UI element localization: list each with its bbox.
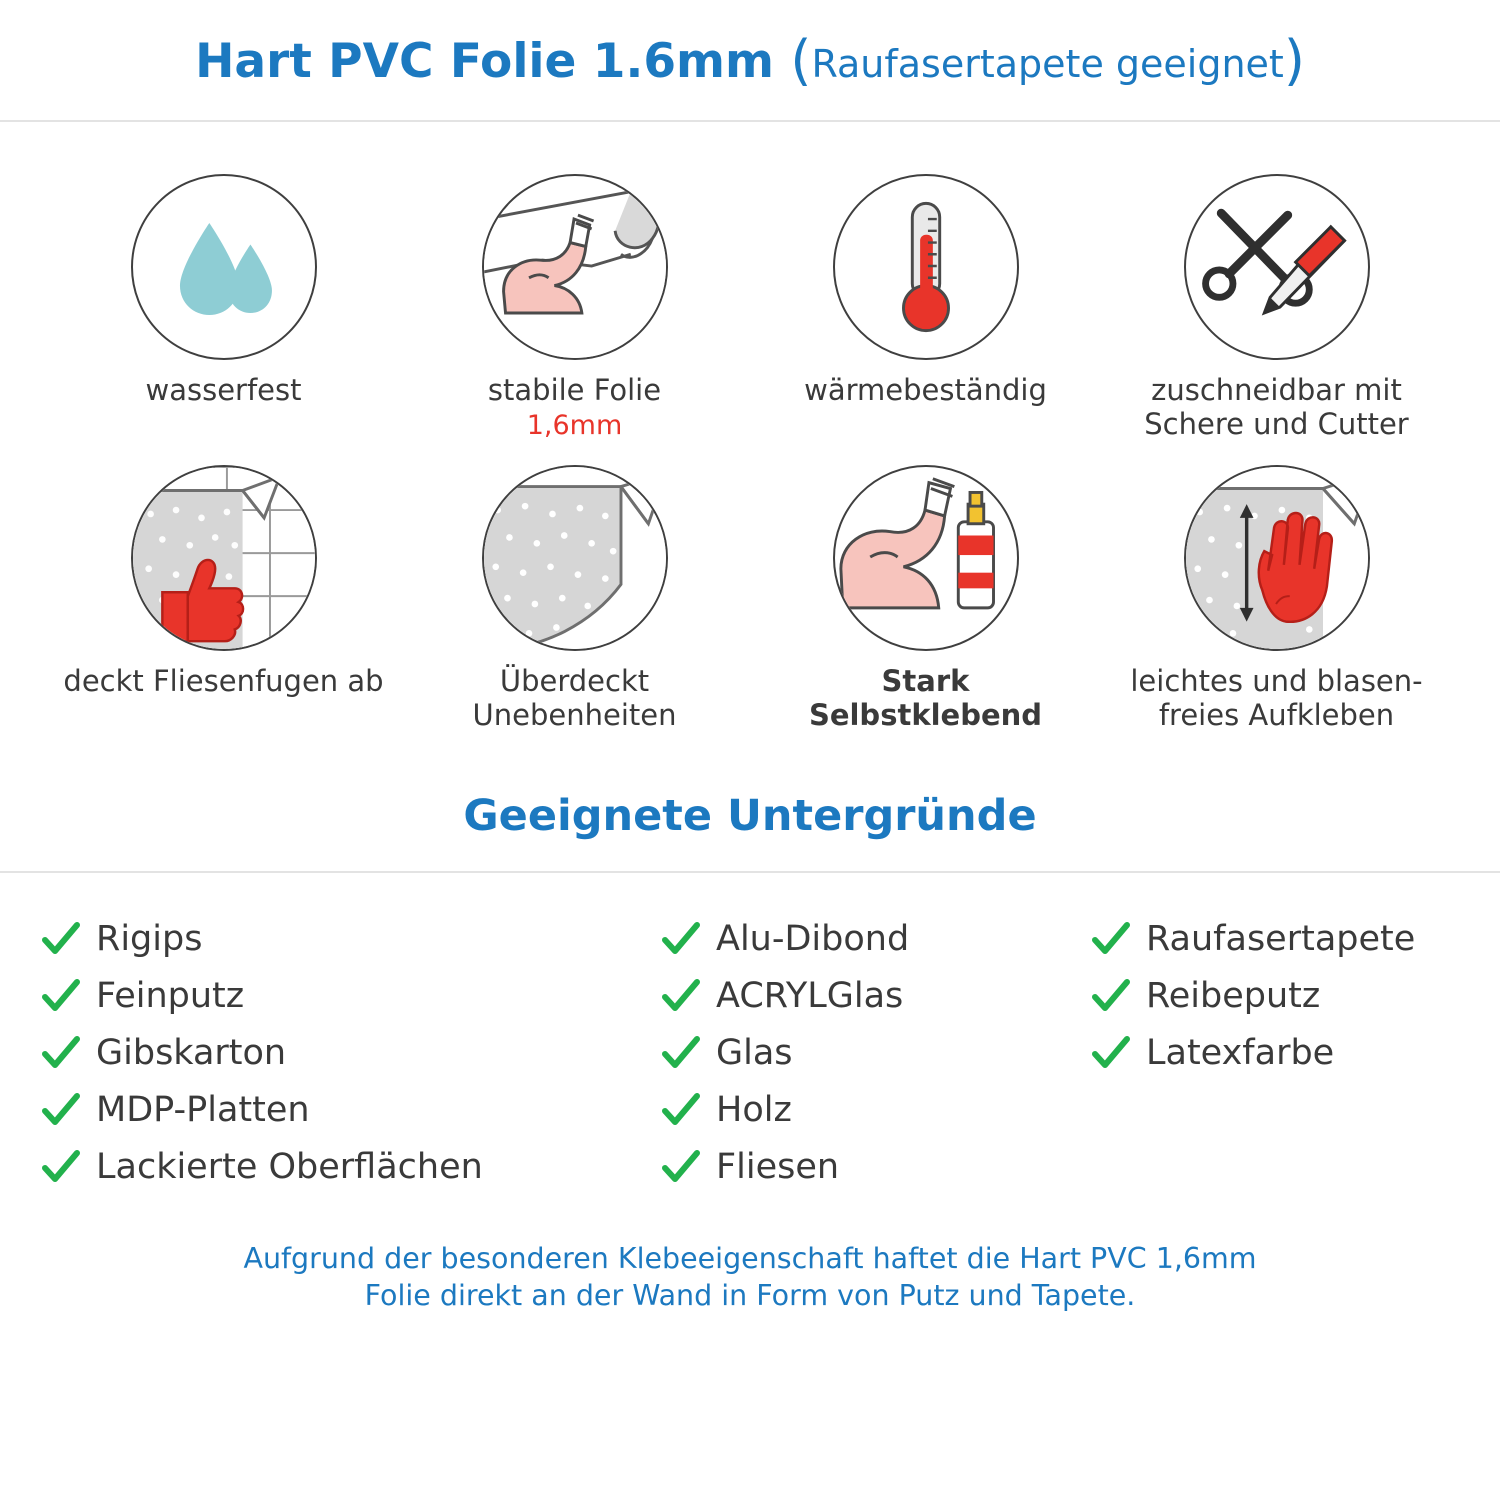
paren-close: ) (1283, 28, 1305, 92)
page-title (195, 29, 1305, 92)
list-item-label: Feinputz (96, 976, 245, 1016)
feature-item (48, 465, 399, 732)
list-item-label: Rigips (96, 919, 203, 959)
substrates-column-1 (40, 911, 660, 1196)
check-icon (40, 1032, 82, 1074)
page-title-main: Hart PVC Folie 1.6mm (195, 33, 774, 89)
list-item-label: Glas (716, 1033, 793, 1073)
list-item (40, 968, 660, 1025)
list-item (40, 911, 660, 968)
page-header (0, 0, 1500, 122)
feature-label: wasserfest (145, 373, 302, 407)
feature-item (399, 174, 750, 441)
thumbs-up-tiles-icon (131, 465, 317, 651)
page-title-sub: Raufasertapete geeignet (811, 41, 1284, 86)
list-item (660, 1082, 1090, 1139)
list-item (40, 1139, 660, 1196)
check-icon (660, 1146, 702, 1188)
footer-note (0, 1240, 1500, 1314)
feature-item (399, 465, 750, 732)
list-item-label: Raufasertapete (1146, 919, 1416, 959)
feature-item (1101, 465, 1452, 732)
list-item (1090, 1025, 1460, 1082)
feature-label: leichtes und blasen- freies Aufkleben (1130, 664, 1423, 732)
hand-smoothing-icon (1184, 465, 1370, 651)
scissors-cutter-icon (1184, 174, 1370, 360)
feature-item (750, 465, 1101, 732)
feature-grid (0, 122, 1500, 733)
substrates-list (0, 873, 1500, 1196)
footer-line-1: Aufgrund der besonderen Klebeeigenschaft haftet die Hart PVC 1,6mm (243, 1241, 1257, 1275)
feature-label: wärmebeständig (804, 373, 1047, 407)
water-drops-icon (131, 174, 317, 360)
check-icon (1090, 975, 1132, 1017)
list-item-label: Latexfarbe (1146, 1033, 1335, 1073)
substrates-column-2 (660, 911, 1090, 1196)
section-header (0, 791, 1500, 873)
check-icon (660, 975, 702, 1017)
list-item (1090, 911, 1460, 968)
list-item-label: ACRYLGlas (716, 976, 904, 1016)
check-icon (40, 975, 82, 1017)
list-item-label: Holz (716, 1090, 792, 1130)
foil-peel-icon (482, 465, 668, 651)
check-icon (660, 918, 702, 960)
feature-item (48, 174, 399, 441)
check-icon (1090, 918, 1132, 960)
check-icon (660, 1032, 702, 1074)
footer-line-2: Folie direkt an der Wand in Form von Putz und Tapete. (364, 1278, 1136, 1312)
list-item-label: Reibeputz (1146, 976, 1321, 1016)
check-icon (40, 1146, 82, 1188)
list-item (660, 911, 1090, 968)
list-item (40, 1082, 660, 1139)
feature-label: stabile Folie (487, 373, 662, 407)
section-title: Geeignete Untergründe (463, 790, 1037, 841)
check-icon (1090, 1032, 1132, 1074)
thermometer-icon (833, 174, 1019, 360)
list-item-label: Gibskarton (96, 1033, 287, 1073)
list-item-label: Alu-Dibond (716, 919, 910, 959)
flexing-arm-foil-icon (482, 174, 668, 360)
feature-label: zuschneidbar mit Schere und Cutter (1144, 373, 1409, 441)
list-item-label: MDP-Platten (96, 1090, 310, 1130)
paren-open: ( (790, 28, 812, 92)
feature-sublabel: 1,6mm (526, 409, 623, 441)
list-item (1090, 968, 1460, 1025)
list-item (660, 1139, 1090, 1196)
substrates-column-3 (1090, 911, 1460, 1196)
check-icon (40, 1089, 82, 1131)
feature-label: Überdeckt Unebenheiten (472, 664, 677, 732)
list-item-label: Lackierte Oberflächen (96, 1147, 483, 1187)
check-icon (660, 1089, 702, 1131)
feature-label: Stark Selbstklebend (808, 664, 1043, 732)
arm-glue-tube-icon (833, 465, 1019, 651)
feature-label: deckt Fliesenfugen ab (63, 664, 384, 699)
list-item (660, 1025, 1090, 1082)
list-item-label: Fliesen (716, 1147, 840, 1187)
list-item (660, 968, 1090, 1025)
feature-item (1101, 174, 1452, 441)
list-item (40, 1025, 660, 1082)
feature-item (750, 174, 1101, 441)
check-icon (40, 918, 82, 960)
